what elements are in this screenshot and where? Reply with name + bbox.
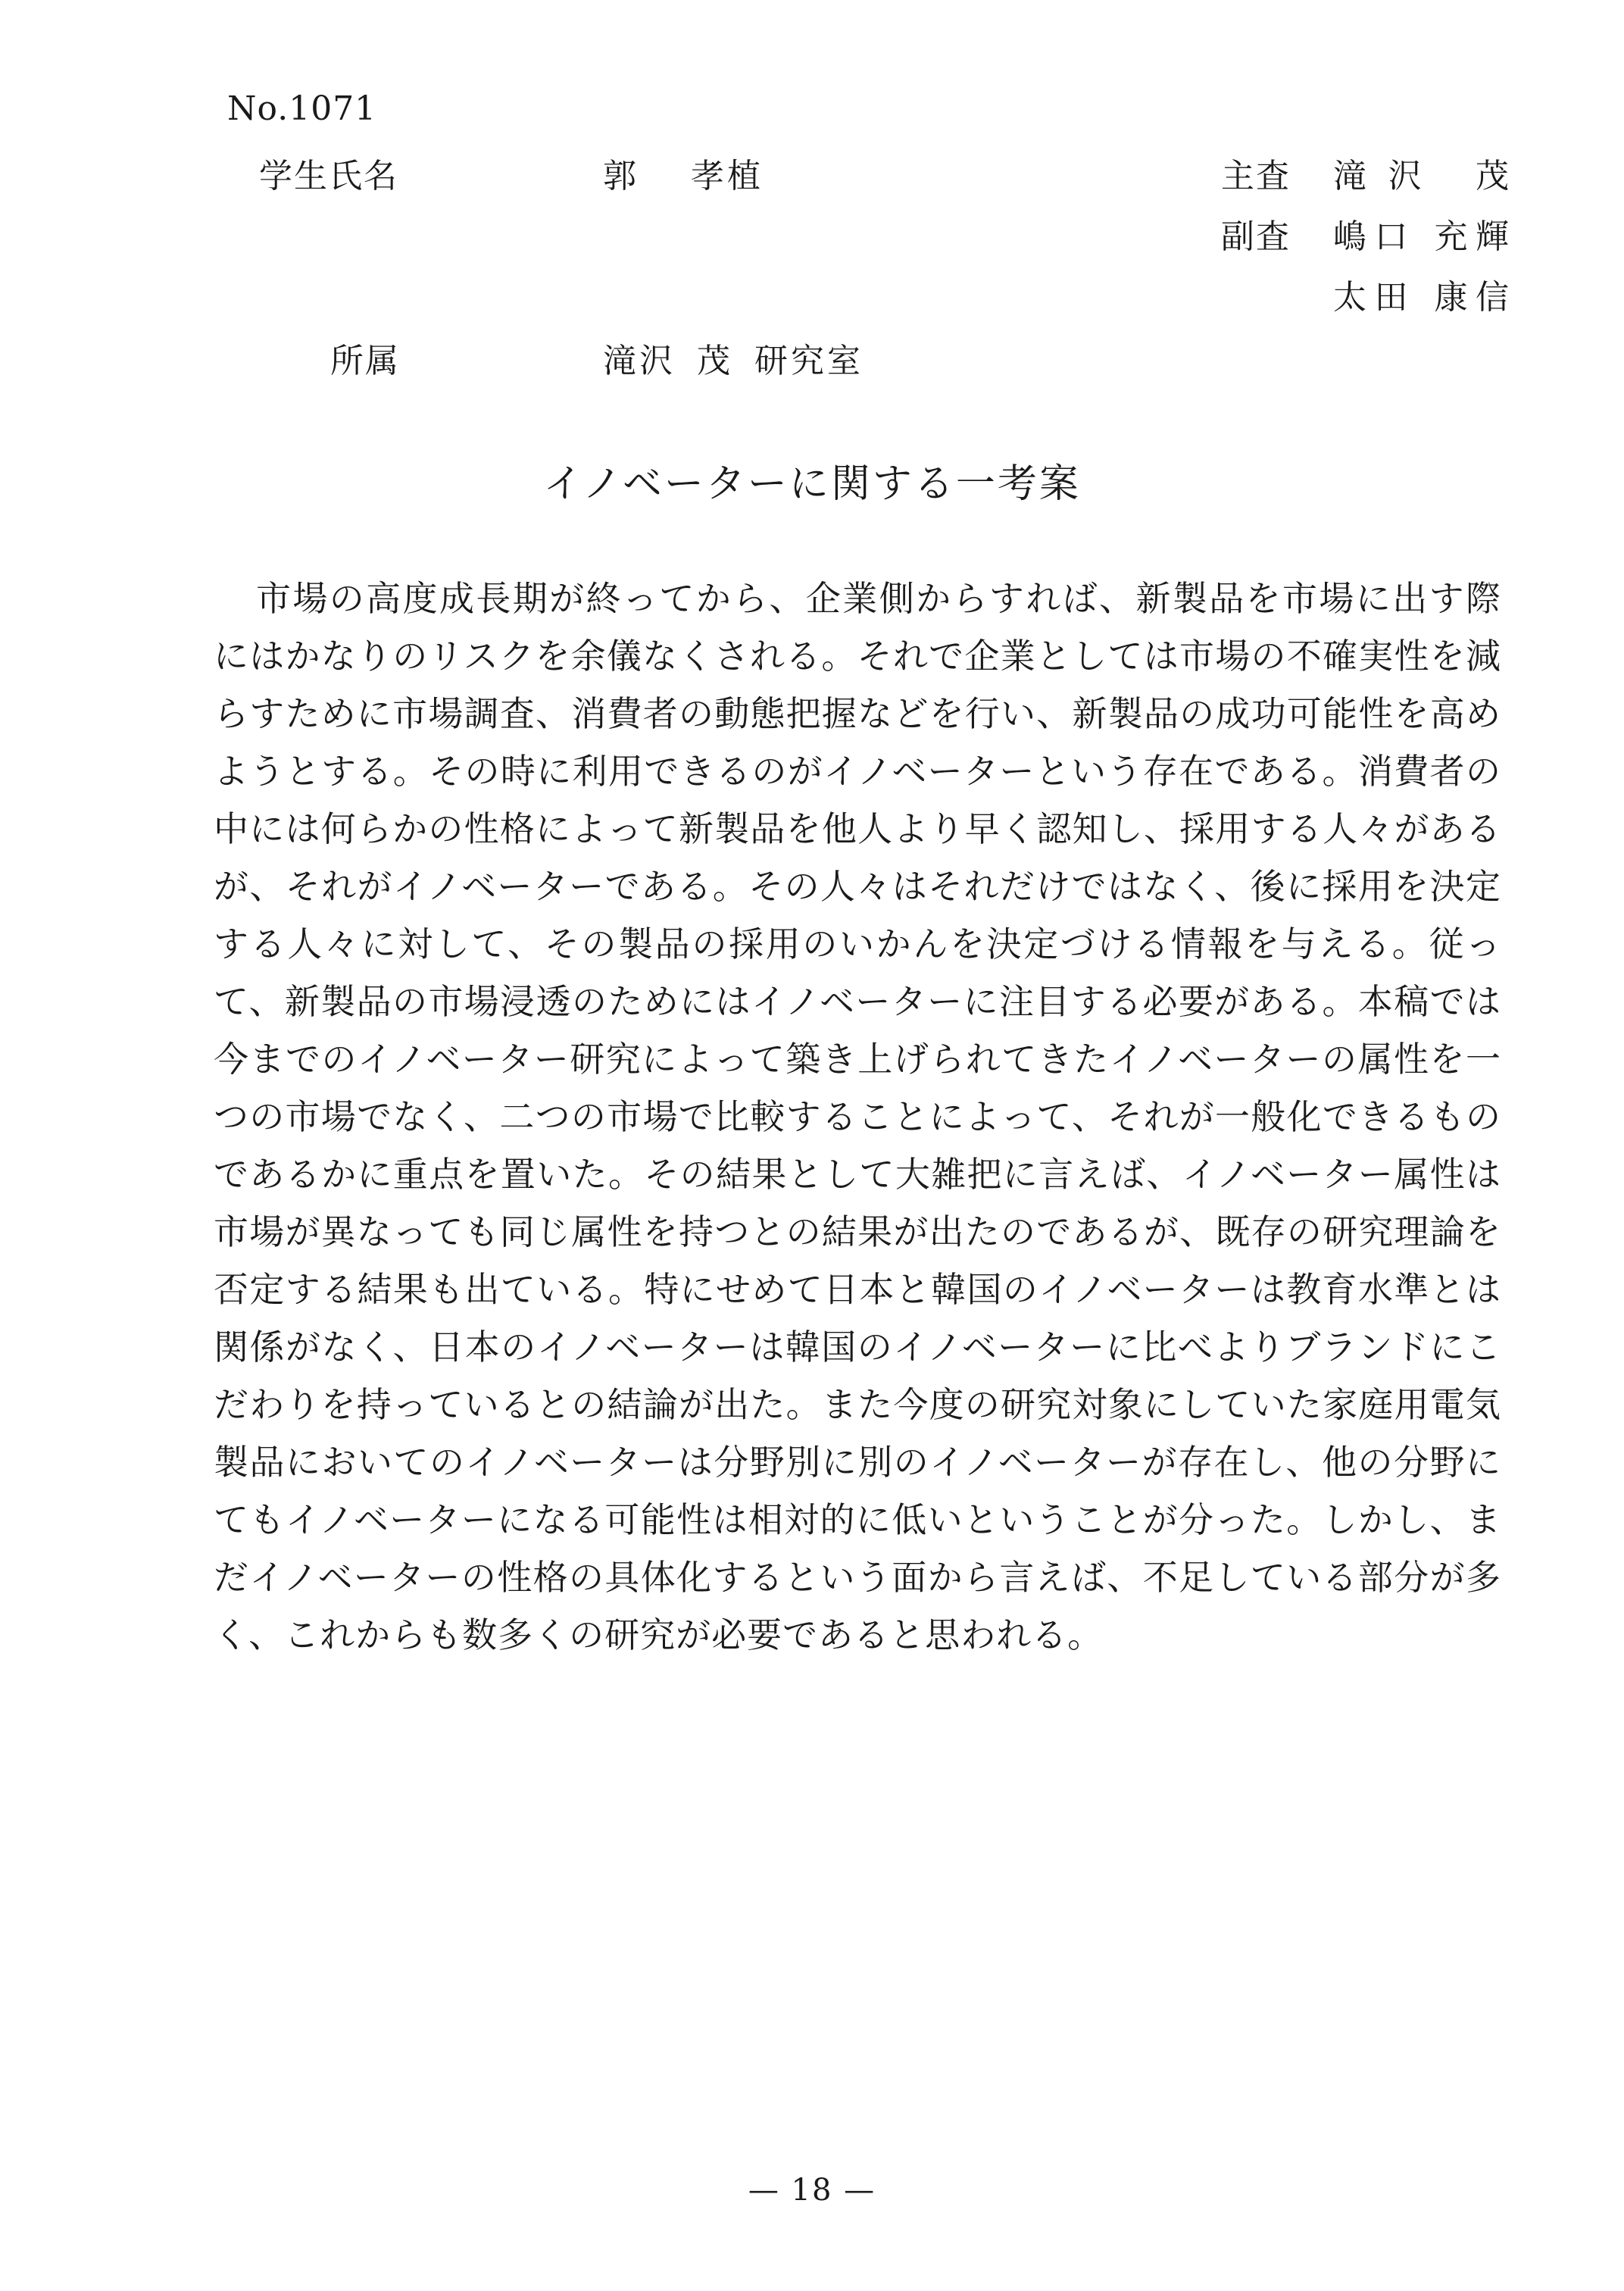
sub-examiner-name-2: 太田 康信 [1333,278,1512,317]
affiliation-label: 所属 [330,342,400,380]
student-name: 郭 孝植 [603,157,764,195]
sub-examiner-label: 副査 [1221,217,1291,256]
abstract-text: 市場の高度成長期が終ってから、企業側からすれば、新製品を市場に出す際にはかなりのリスクを余儀なくされる。それで企業としては市場の不確実性を減らすために市場調査、消費者の動態把握などを行い、新製品の成功可能性を高めようとする。その時に利用できるのがイノベーターという存在である。消費者の中には何らかの性格によって新製品を他人より早く認知し、採用する人々があるが、それがイノベーターである。その人々はそれだけではなく、後に採用を決定する人々に対して、その製品の採用のいかんを決定づける情報を与える。従って、新製品の市場浸透のためにはイノベーターに注目する必要がある。本稿では今までのイノベーター研究によって築き上げられてきたイノベーターの属性を一つの市場でなく、二つの市場で比較することによって、それが一般化できるものであるかに重点を置いた。その結果として大雑把に言えば、イノベーター属性は市場が異なっても同じ属性を持つとの結果が出たのであるが、既存の研究理論を否定する結果も出ている。特にせめて日本と韓国のイノベーターは教育水準とは関係がなく、日本のイノベーターは韓国のイノベーターに比べよりブランドにこだわりを持っているとの結論が出た。また今度の研究対象にしていた家庭用電気製品においてのイノベーターは分野別に別のイノベーターが存在し、他の分野にてもイノベーターになる可能性は相対的に低いということが分った。しかし、まだイノベーターの性格の具体化するという面から言えば、不足している部分が多く、これからも数多くの研究が必要であると思われる。 [214,578,1502,1655]
sub-examiner-name-1: 嶋口 充輝 [1333,217,1512,256]
page-number: — 18 — [748,2173,876,2208]
chief-examiner-name: 滝沢 茂 [1333,157,1512,195]
chief-examiner-label: 主査 [1221,157,1291,195]
thesis-title: イノベーターに関する一考案 [543,461,1081,507]
student-name-label: 学生氏名 [259,157,398,195]
affiliation-value: 滝沢 茂 研究室 [603,342,864,380]
document-number: No.1071 [227,89,377,128]
